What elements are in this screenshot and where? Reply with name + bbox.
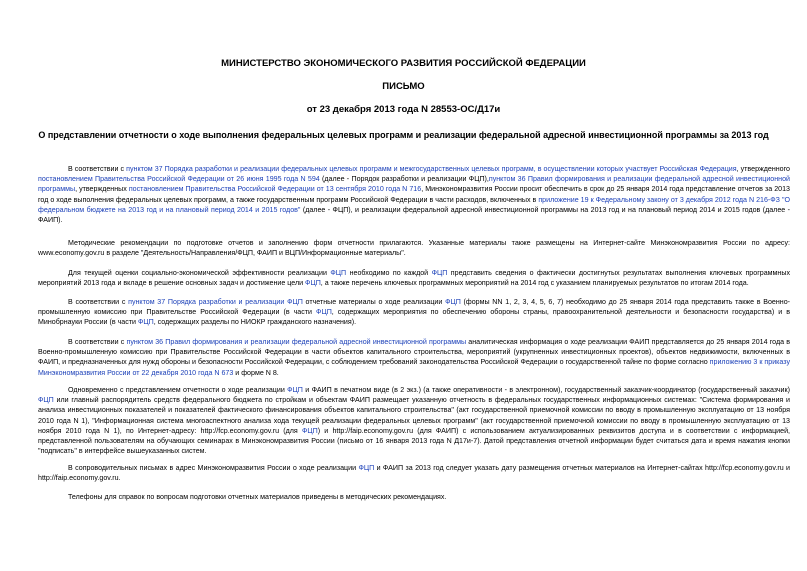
paragraph-text: В соответствии с xyxy=(68,165,127,173)
paragraph-text: Методические рекомендации по подготовке отчетов и заполнению форм отчетности прилагаются. Указанные материалы также размещены на Интернет-сайте Минэкономразвития России по адресу: www.economy.gov.ru в разделе "Деятельность/Направления/ФЦП, ФАИП и ВЦП/Информационные материалы". xyxy=(38,239,790,258)
paragraph-text: ) и http://faip.economy.gov.ru (для ФАИП) с использованием актуализированных реквизитов доступа и в соответствии с информацией, представленной пользователям на обучающих семинарах в Минэкономразвития России (письмо от 16 января 2013 года N Д17и-7). Датой представления отчетной информации будет считаться дата и время нажатия кнопки "подписать" в интерфейсе вышеуказанных систем. xyxy=(38,426,790,456)
document-link[interactable]: ФЦП xyxy=(301,426,318,435)
paragraph-text: (формы NN 1, 2, 3, 4, 5, 6, 7) необходимо до 25 января 2014 года представить также в Военно-промышленную комиссию при Правительстве Российской Федерации (в части xyxy=(38,298,791,317)
paragraph-text: , а также перечень ключевых программных мероприятий на 2014 год с указанием планируемых результатов по итогам 2014 года. xyxy=(320,279,749,288)
document-link[interactable]: постановлением Правительства Российской Федерации от 13 сентября 2010 года N 716 xyxy=(128,185,422,194)
paragraph-text: (далее - ФЦП), и реализации федеральной адресной инвестиционной программы на 2013 год и на плановый период 2014 и 2015 годов (далее - ФАИП). xyxy=(38,205,790,225)
document-link[interactable]: ФЦП xyxy=(137,318,154,327)
paragraph-3 xyxy=(38,268,790,288)
paragraph-text: отчетные материалы о ходе реализации xyxy=(302,298,446,306)
paragraph-text: В соответствии с xyxy=(68,298,129,306)
paragraph-text: аналитическая информация о ходе реализации ФАИП представляется до 25 января 2014 года в Военно-промышленную комиссию при Правительстве Российской Федерации в части объектов капитального строительства, мероприятий (укрупненных инвестиционных проектов), объектов недвижимости, включенных в ФАИП, и предназначенных для нужд обороны и безопасности Российской Федерации, с соблюдением требований законодательства Российской Федерации о государственной тайне по форме согласно xyxy=(38,338,790,367)
document-link[interactable]: приложение 19 к Федеральному закону от 3 декабря 2012 года N 216-ФЗ "О федеральном бюджете на 2013 год и на плановый период 2014 и 2015 годов" xyxy=(38,195,790,214)
paragraph-text: и форме N 8. xyxy=(233,368,279,377)
document-link[interactable]: пунктом 37 Порядка разработки и реализации федеральных целевых программ и межгосударственных целевых программ, в осуществлении которых участвует Российская Федерация xyxy=(126,165,737,173)
document-link[interactable]: постановлением Правительства Российской Федерации от 26 июня 1995 года N 594 xyxy=(38,175,320,184)
paragraph-text: представить сведения о фактически достигнутых результатах выполнения ключевых программных мероприятий 2013 года и вкладе в решение основных задач и достижение цели xyxy=(38,269,790,288)
paragraph-text: , Минэкономразвития России просит обеспечить в срок до 25 января 2014 года представление отчетов за 2013 год о ходе выполнения федеральных целевых программ, а также государственным программ Российской Федерации в части расходов, включенных в xyxy=(38,185,790,204)
document-link[interactable]: ФЦП xyxy=(431,269,448,277)
document-link[interactable]: пунктом 37 Порядка разработки и реализации ФЦП xyxy=(128,298,303,306)
paragraph-text: или главный распорядитель средств федерального бюджета по стройкам и объектам ФАИП размещает указанную отчетность в федеральных государственных информационных системах: "Система формирования и анализа инвестиционных показателей и показателей фактического финансирования объектов капитального строительства" (акт государственной приемочной комиссии по вводу в промышленную эксплуатацию от 13 ноября 2010 года N 1), "Информационная система многоаспектного анализа хода текущей реализации федеральных целевых программ" (акт государственной приемочной комиссии по вводу в промышленную эксплуатацию от 13 ноября 2010 года N 1), по Интернет-адресу: http://fcp.economy.gov.ru (для xyxy=(38,396,790,435)
paragraph-text: В соответствии с xyxy=(68,338,127,346)
document-title: О представлении отчетности о ходе выполнения федеральных целевых программ и реализации федеральной адресной инвестиционной программы за 2013 год xyxy=(38,130,769,140)
doc-date-number: от 23 декабря 2013 года N 28553-ОС/Д17и xyxy=(306,104,501,115)
paragraph-1 xyxy=(38,164,790,225)
paragraph-text: , утвержденного xyxy=(736,165,790,173)
paragraph-text: , содержащих мероприятия по обеспечению обороны страны, правоохранительной деятельности и безопасности государства) и в Минобрнауки России (в части xyxy=(38,308,790,327)
paragraph-7 xyxy=(38,463,790,483)
paragraph-8 xyxy=(38,492,790,502)
document-link[interactable]: ФЦП xyxy=(38,396,54,405)
paragraph-text: и ФАИП в печатном виде (в 2 экз.) (а также оперативности - в электронном), государственный заказчик-координатор (государственный заказчик) xyxy=(302,386,790,394)
paragraph-text: , содержащих разделы по НИОКР гражданского назначения). xyxy=(153,318,357,327)
paragraph-2 xyxy=(38,238,790,258)
paragraph-4 xyxy=(38,297,790,328)
paragraph-text: Для текущей оценки социально-экономической эффективности реализации xyxy=(68,269,331,277)
document-link[interactable]: ФЦП xyxy=(330,269,347,277)
document-link[interactable]: пунктом 36 Правил формирования и реализации федеральной адресной инвестиционной программы xyxy=(38,175,790,194)
paragraph-text: и ФАИП за 2013 год следует указать дату размещения отчетных материалов на Интернет-сайтах http://fcp.economy.gov.ru и http://faip.economy.gov.ru. xyxy=(38,464,790,483)
document-link[interactable]: ФЦП xyxy=(305,279,321,288)
document-link[interactable]: ФЦП xyxy=(358,464,375,472)
paragraph-6 xyxy=(38,385,790,456)
doc-type-heading: ПИСЬМО xyxy=(382,81,425,92)
document-link[interactable]: приложению 3 к приказу Минэкономразвития России от 22 декабря 2010 года N 673 xyxy=(38,358,791,377)
document-link[interactable]: пунктом 36 Правил формирования и реализации федеральной адресной инвестиционной программы xyxy=(126,338,467,346)
document-link[interactable]: ФЦП xyxy=(445,298,461,306)
document-link[interactable]: ФЦП xyxy=(287,386,303,394)
paragraph-text: В сопроводительных письмах в адрес Минэкономразвития России о ходе реализации xyxy=(68,464,359,472)
document-link[interactable]: ФЦП xyxy=(316,308,332,317)
paragraph-text: необходимо по каждой xyxy=(346,269,432,277)
paragraph-text: , утвержденных xyxy=(75,185,129,194)
paragraph-text: Телефоны для справок по вопросам подготовки отчетных материалов приведены в методических рекомендациях. xyxy=(68,493,447,501)
paragraph-5 xyxy=(38,337,790,378)
ministry-heading: МИНИСТЕРСТВО ЭКОНОМИЧЕСКОГО РАЗВИТИЯ РОССИЙСКОЙ ФЕДЕРАЦИИ xyxy=(221,58,586,69)
paragraph-text: Одновременно с представлением отчетности о ходе реализации xyxy=(68,386,288,394)
paragraph-text: (далее - Порядок разработки и реализации ФЦП), xyxy=(319,175,489,184)
